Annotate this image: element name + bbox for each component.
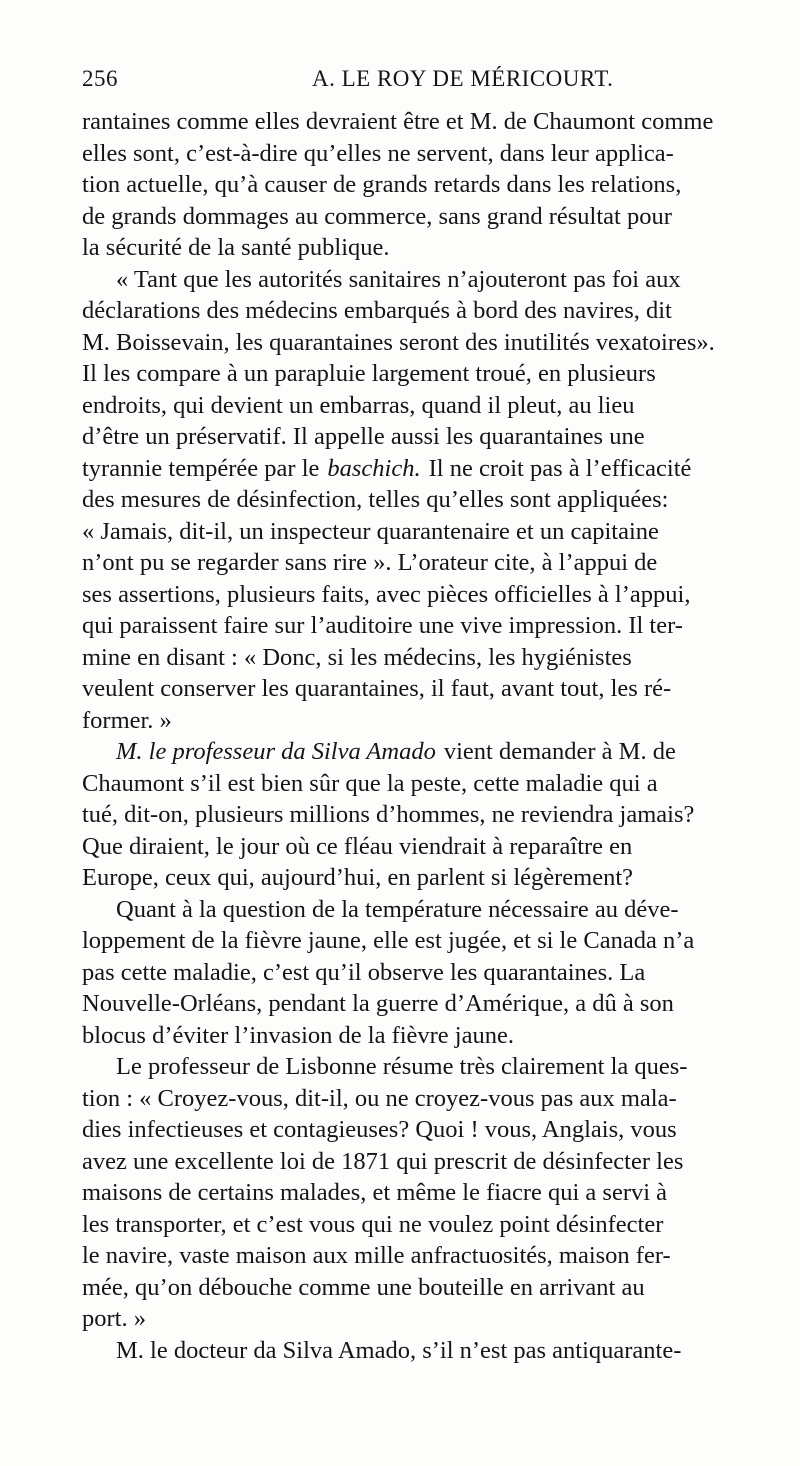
text-line: tion actuelle, qu’à causer de grands retards dans les relations,: [82, 171, 682, 198]
text-line: mée, qu’on débouche comme une bouteille en arrivant au: [82, 1273, 645, 1301]
text-line: Quant à la question de la température nécessaire au déve-: [116, 895, 679, 923]
text-line: tué, dit-on, plusieurs millions d’hommes, ne reviendra jamais?: [82, 801, 695, 828]
text-line: Il les compare à un parapluie largement troué, en plusieurs: [82, 360, 656, 387]
text-line: la sécurité de la santé publique.: [82, 234, 390, 261]
text-line: former. »: [82, 706, 172, 734]
text-line: endroits, qui devient un embarras, quand il pleut, au lieu: [82, 391, 635, 419]
text-line: veulent conserver les quarantaines, il faut, avant tout, les ré-: [82, 675, 672, 702]
text-line: d’être un préservatif. Il appelle aussi les quarantaines une: [82, 423, 645, 450]
text-line: les transporter, et c’est vous qui ne voulez point désinfecter: [82, 1210, 664, 1238]
text-line: elles sont, c’est-à-dire qu’elles ne servent, dans leur applica-: [82, 139, 674, 167]
text-line: de grands dommages au commerce, sans grand résultat pour: [82, 202, 672, 230]
page-number: 256: [82, 66, 118, 91]
text-line: « Tant que les autorités sanitaires n’ajouteront pas foi aux: [116, 265, 681, 293]
text-line: le navire, vaste maison aux mille anfractuosités, maison fer-: [82, 1242, 671, 1269]
text-line: tyrannie tempérée par le baschich. Il ne croit pas à l’efficacité: [82, 453, 764, 485]
text-line: blocus d’éviter l’invasion de la fièvre jaune.: [82, 1021, 514, 1049]
text-line: loppement de la fièvre jaune, elle est jugée, et si le Canada n’a: [82, 927, 695, 954]
text-line: avez une excellente loi de 1871 qui prescrit de désinfecter les: [82, 1147, 684, 1175]
text-line: qui paraissent faire sur l’auditoire une vive impression. Il ter-: [82, 612, 683, 639]
text-line: Nouvelle-Orléans, pendant la guerre d’Amérique, a dû à son: [82, 990, 674, 1017]
speaker-name: M. le professeur da Silva Amado: [116, 738, 436, 765]
text-line: pas cette maladie, c’est qu’il observe les quarantaines. La: [82, 958, 646, 986]
page-header: [82, 66, 764, 106]
text-line: dies infectieuses et contagieuses? Quoi ! vous, Anglais, vous: [82, 1116, 677, 1143]
text-line: M. Boissevain, les quarantaines seront des inutilités vexatoires».: [82, 328, 715, 356]
text-line: M. le docteur da Silva Amado, s’il n’est pas antiquarante-: [116, 1336, 682, 1364]
text-line: Que diraient, le jour où ce fléau viendrait à reparaître en: [82, 832, 633, 860]
text-line: mine en disant : « Donc, si les médecins, les hygiénistes: [82, 643, 632, 671]
running-head: A. LE ROY DE MÉRICOURT.: [312, 66, 614, 91]
text-line: M. le professeur da Silva Amado vient demander à M. de: [116, 736, 764, 768]
text-line: ses assertions, plusieurs faits, avec pièces officielles à l’appui,: [82, 580, 691, 608]
text-line: n’ont pu se regarder sans rire ». L’orateur cite, à l’appui de: [82, 549, 658, 576]
text-line: Le professeur de Lisbonne résume très clairement la ques-: [116, 1053, 688, 1080]
text-line: maisons de certains malades, et même le fiacre qui a servi à: [82, 1179, 668, 1206]
text-line: port. »: [82, 1305, 146, 1332]
text-line: Chaumont s’il est bien sûr que la peste, cette maladie qui a: [82, 769, 658, 797]
text-line: déclarations des médecins embarqués à bord des navires, dit: [82, 297, 672, 324]
text-line: rantaines comme elles devraient être et M. de Chaumont comme: [82, 108, 714, 135]
text-line: « Jamais, dit-il, un inspecteur quarantenaire et un capitaine: [82, 517, 659, 545]
italic-term: baschich.: [327, 454, 421, 482]
text-line: Europe, ceux qui, aujourd’hui, en parlent si légèrement?: [82, 864, 634, 891]
text-line: tion : « Croyez-vous, dit-il, ou ne croyez-vous pas aux mala-: [82, 1084, 677, 1112]
text-line: des mesures de désinfection, telles qu’elles sont appliquées:: [82, 486, 669, 513]
